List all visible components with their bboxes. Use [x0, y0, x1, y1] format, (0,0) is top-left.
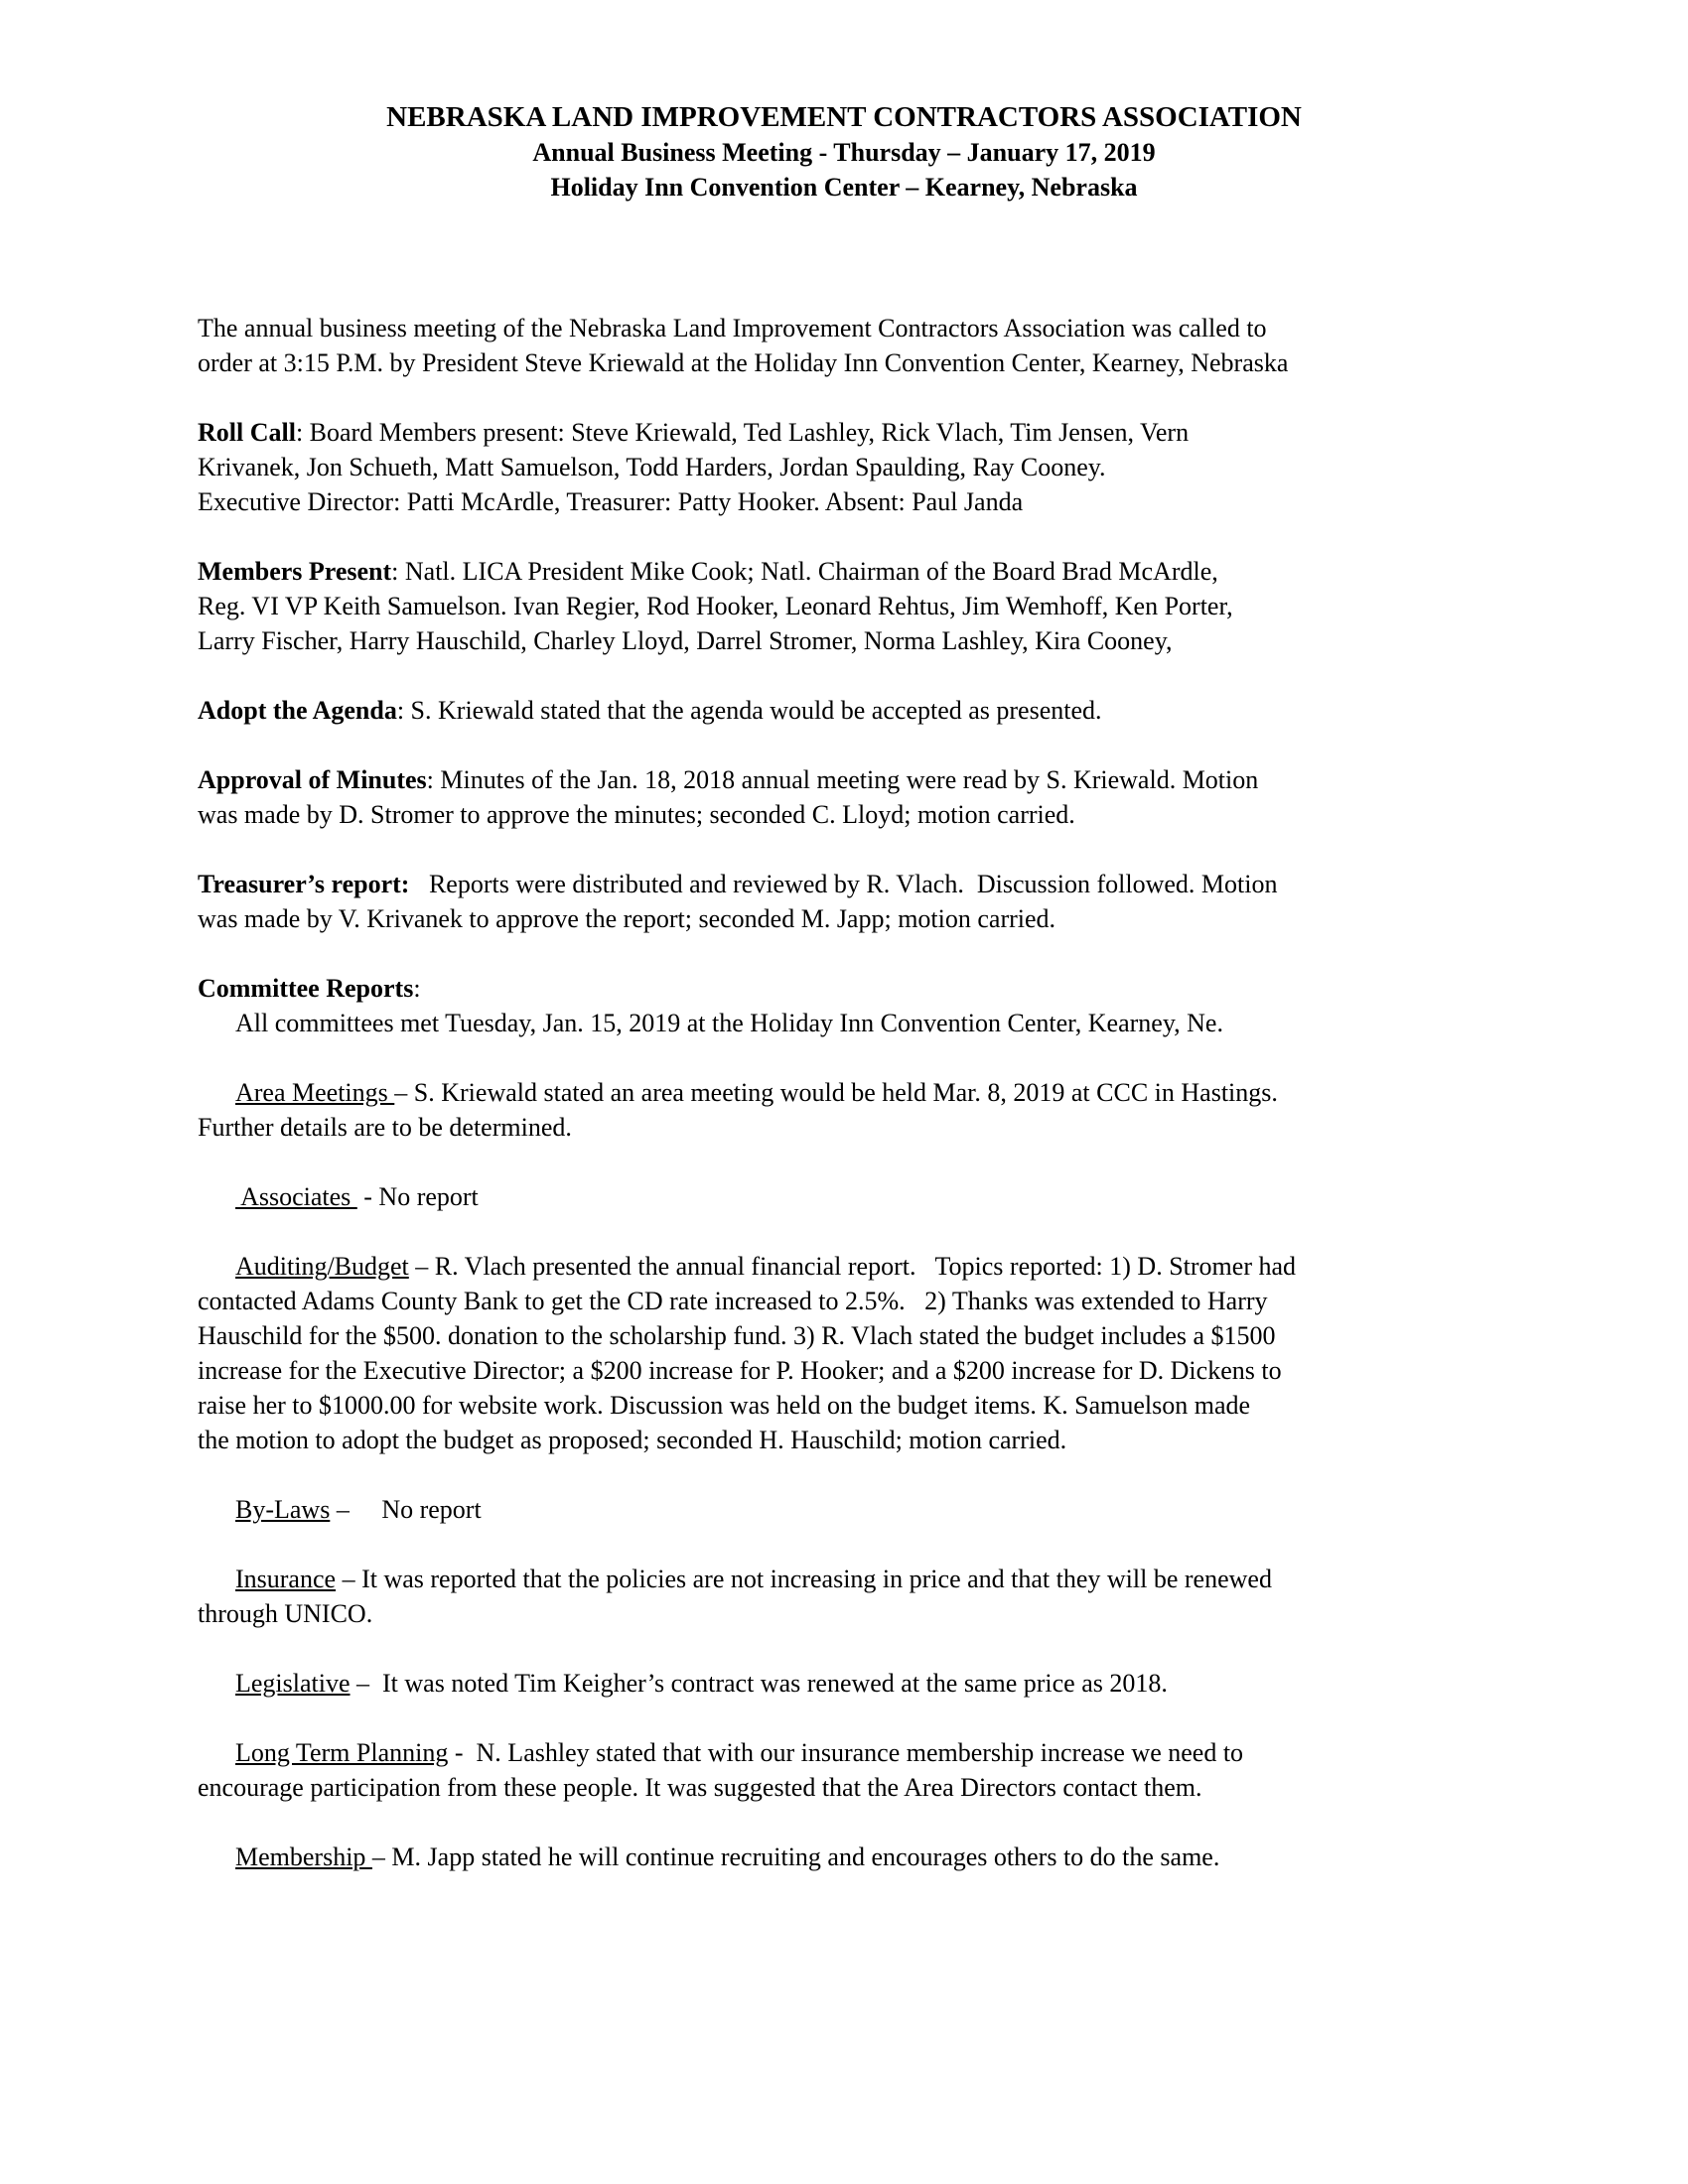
members-present-paragraph: [198, 554, 1498, 658]
adopt-agenda-label: Adopt the Agenda: [198, 696, 397, 725]
roll-call-text: Executive Director: Patti McArdle, Treasurer: Patty Hooker. Absent: Paul Janda: [198, 487, 1024, 516]
intro-line: order at 3:15 P.M. by President Steve Kriewald at the Holiday Inn Convention Center, Kearney, Nebraska: [198, 348, 1289, 377]
area-meetings-paragraph: [198, 1075, 1498, 1145]
legislative-text: – It was noted Tim Keigher’s contract was renewed at the same price as 2018.: [350, 1669, 1168, 1698]
auditing-budget-paragraph: [198, 1249, 1498, 1457]
area-meetings-text: – S. Kriewald stated an area meeting would be held Mar. 8, 2019 at CCC in Hastings.: [394, 1078, 1278, 1107]
bylaws-text: – No report: [330, 1495, 482, 1524]
approval-minutes-label: Approval of Minutes: [198, 765, 427, 794]
auditing-budget-text: raise her to $1000.00 for website work. Discussion was held on the budget items. K. Samuelson made: [198, 1391, 1251, 1420]
long-term-planning-paragraph: [198, 1735, 1498, 1805]
auditing-budget-text: Hauschild for the $500. donation to the scholarship fund. 3) R. Vlach stated the budget includes a $1500: [198, 1321, 1276, 1350]
long-term-planning-text: encourage participation from these people. It was suggested that the Area Directors contact them.: [198, 1773, 1202, 1802]
members-present-text: : Natl. LICA President Mike Cook; Natl. Chairman of the Board Brad McArdle,: [391, 557, 1218, 586]
meeting-title: Annual Business Meeting - Thursday – January 17, 2019: [532, 138, 1156, 167]
organization-title: NEBRASKA LAND IMPROVEMENT CONTRACTORS ASSOCIATION: [386, 101, 1302, 133]
members-present-label: Members Present: [198, 557, 392, 586]
insurance-text: – It was reported that the policies are not increasing in price and that they will be renewed: [336, 1565, 1272, 1593]
members-present-text: Larry Fischer, Harry Hauschild, Charley Lloyd, Darrel Stromer, Norma Lashley, Kira Cooney,: [198, 626, 1173, 655]
treasurer-paragraph: [198, 867, 1498, 936]
intro-line: The annual business meeting of the Nebraska Land Improvement Contractors Association was called to: [198, 314, 1267, 342]
committee-reports-colon: :: [413, 974, 421, 1003]
auditing-budget-text: – R. Vlach presented the annual financial report. Topics reported: 1) D. Stromer had: [408, 1252, 1297, 1281]
area-meetings-title: Area Meetings: [235, 1078, 395, 1107]
associates-title: Associates: [235, 1182, 357, 1211]
treasurer-text: Reports were distributed and reviewed by R. Vlach. Discussion followed. Motion: [409, 870, 1278, 898]
approval-minutes-paragraph: [198, 762, 1498, 832]
roll-call-text: Krivanek, Jon Schueth, Matt Samuelson, Todd Harders, Jordan Spaulding, Ray Cooney.: [198, 453, 1106, 481]
long-term-planning-title: Long Term Planning: [235, 1738, 449, 1767]
document-header: [0, 99, 1688, 205]
adopt-agenda-text: : S. Kriewald stated that the agenda would be accepted as presented.: [396, 696, 1102, 725]
membership-paragraph: [198, 1840, 1498, 1874]
treasurer-label: Treasurer’s report:: [198, 870, 410, 898]
long-term-planning-text: N. Lashley stated that with our insurance membership increase we need to: [463, 1738, 1244, 1767]
committee-reports-intro: All committees met Tuesday, Jan. 15, 2019 at the Holiday Inn Convention Center, Kearney, Ne.: [235, 1009, 1223, 1037]
members-present-text: Reg. VI VP Keith Samuelson. Ivan Regier, Rod Hooker, Leonard Rehtus, Jim Wemhoff, Ken Porter,: [198, 592, 1233, 620]
roll-call-text: : Board Members present: Steve Kriewald, Ted Lashley, Rick Vlach, Tim Jensen, Vern: [295, 418, 1190, 447]
area-meetings-text: Further details are to be determined.: [198, 1113, 572, 1142]
committee-reports-label: Committee Reports: [198, 974, 414, 1003]
minutes-body: [198, 311, 1498, 1874]
insurance-title: Insurance: [235, 1565, 337, 1593]
adopt-agenda-paragraph: [198, 693, 1498, 728]
membership-title: Membership: [235, 1843, 372, 1871]
long-term-planning-dash: -: [448, 1738, 464, 1767]
committee-reports-paragraph: [198, 971, 1498, 1040]
bylaws-title: By-Laws: [235, 1495, 331, 1524]
roll-call-paragraph: [198, 415, 1498, 519]
insurance-paragraph: [198, 1562, 1498, 1631]
meeting-location: Holiday Inn Convention Center – Kearney, Nebraska: [550, 173, 1138, 202]
auditing-budget-title: Auditing/Budget: [235, 1252, 409, 1281]
associates-paragraph: [198, 1179, 1498, 1214]
insurance-text: through UNICO.: [198, 1599, 373, 1628]
approval-minutes-text: : Minutes of the Jan. 18, 2018 annual meeting were read by S. Kriewald. Motion: [426, 765, 1259, 794]
roll-call-label: Roll Call: [198, 418, 296, 447]
legislative-paragraph: [198, 1666, 1498, 1701]
legislative-title: Legislative: [235, 1669, 351, 1698]
treasurer-text: was made by V. Krivanek to approve the report; seconded M. Japp; motion carried.: [198, 904, 1056, 933]
bylaws-paragraph: [198, 1492, 1498, 1527]
approval-minutes-text: was made by D. Stromer to approve the minutes; seconded C. Lloyd; motion carried.: [198, 800, 1075, 829]
auditing-budget-text: increase for the Executive Director; a $200 increase for P. Hooker; and a $200 increase for D. Dickens to: [198, 1356, 1282, 1385]
auditing-budget-text: contacted Adams County Bank to get the CD rate increased to 2.5%. 2) Thanks was extended to Harry: [198, 1287, 1268, 1315]
auditing-budget-text: the motion to adopt the budget as proposed; seconded H. Hauschild; motion carried.: [198, 1426, 1067, 1454]
intro-paragraph: [198, 311, 1498, 380]
membership-text: – M. Japp stated he will continue recruiting and encourages others to do the same.: [371, 1843, 1220, 1871]
associates-text: - No report: [356, 1182, 479, 1211]
